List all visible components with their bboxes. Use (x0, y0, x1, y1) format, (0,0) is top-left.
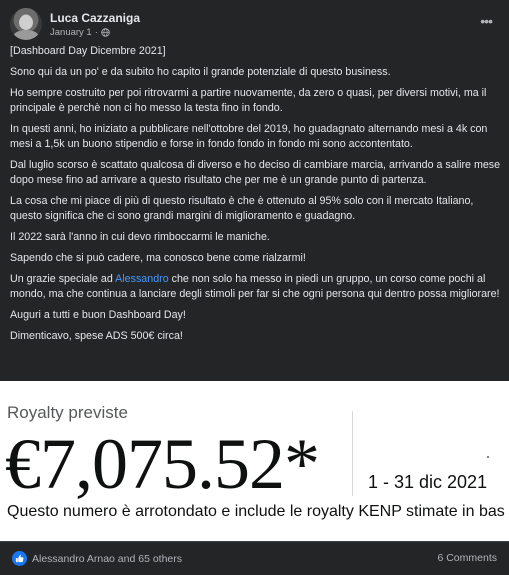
royalty-dot (487, 456, 489, 458)
thanks-before: Un grazie speciale ad (10, 273, 116, 285)
royalty-note: Questo numero è arrotondato e include le royalty KENP stimate in bas (7, 503, 505, 520)
post-paragraph: Il 2022 sarà l'anno in cui devo rimboccarmi le maniche. (10, 231, 270, 243)
post-paragraph: Auguri a tutti e buon Dashboard Day! (10, 309, 186, 321)
post-paragraph: Sono qui da un po' e da subito ho capito il grande potenziale di questo business. (10, 66, 391, 78)
thanks-after: che non solo ha messo in piedi un gruppo, un corso come pochi al mondo, ma che continua a lanciare degli stimoli per far si che ogni persona qui dentro possa migliorare! (10, 273, 500, 300)
reactions-text: Alessandro Arnao and 65 others (32, 552, 183, 565)
like-icon (12, 551, 27, 566)
thanks-paragraph (10, 272, 502, 302)
royalty-divider (352, 411, 353, 496)
post-paragraph: Ho sempre costruito per poi ritrovarmi a partire nuovamente, da zero o quasi, per diversi motivi, ma il principale è perchè non ci ho messo la testa fino in fondo. (10, 87, 487, 114)
mention-link[interactable]: Alessandro (115, 273, 169, 285)
royalty-amount: €7,075.52* (5, 424, 319, 504)
post-header (10, 8, 500, 44)
globe-icon (101, 28, 110, 37)
royalty-title: Royalty previste (7, 403, 128, 422)
avatar-shoulders (13, 30, 39, 40)
royalty-screenshot[interactable] (0, 381, 509, 541)
post-date[interactable]: January 1 (50, 27, 92, 38)
royalty-date-range: 1 - 31 dic 2021 (368, 472, 488, 492)
post-meta (50, 27, 110, 38)
post-paragraph: Sapendo che si può cadere, ma conosco bene come rialzarmi! (10, 252, 306, 264)
post-paragraph: In questi anni, ho iniziato a pubblicare nell'ottobre del 2019, ho guadagnato alternando mesi a 4k con mesi a 1,5k un buono stipendio e forse in fondo fondo in fondo mi sono accontentato. (10, 123, 488, 150)
post-footer (0, 541, 509, 575)
post-paragraph: La cosa che mi piace di più di questo risultato è che è ottenuto al 95% solo con il mercato Italiano, questo significa che ci sono grandi margini di miglioramento e guadagno. (10, 195, 474, 222)
avatar[interactable] (10, 8, 42, 40)
avatar-face (19, 15, 33, 30)
post-paragraph: [Dashboard Day Dicembre 2021] (10, 45, 166, 57)
author-name[interactable]: Luca Cazzaniga (50, 11, 141, 25)
post-paragraph: Dimenticavo, spese ADS 500€ circa! (10, 330, 183, 342)
date-separator: · (94, 27, 98, 38)
reactions-summary[interactable] (12, 551, 182, 566)
more-icon[interactable]: ••• (480, 13, 492, 29)
post-body (10, 44, 502, 350)
comments-count[interactable]: 6 Comments (437, 552, 497, 564)
post-paragraph: Dal luglio scorso è scattato qualcosa di diverso e ho deciso di cambiare marcia, arrivando a salire mese dopo mese fino ad arrivare a questo risultato che per me è un grande punto di partenza. (10, 159, 501, 186)
